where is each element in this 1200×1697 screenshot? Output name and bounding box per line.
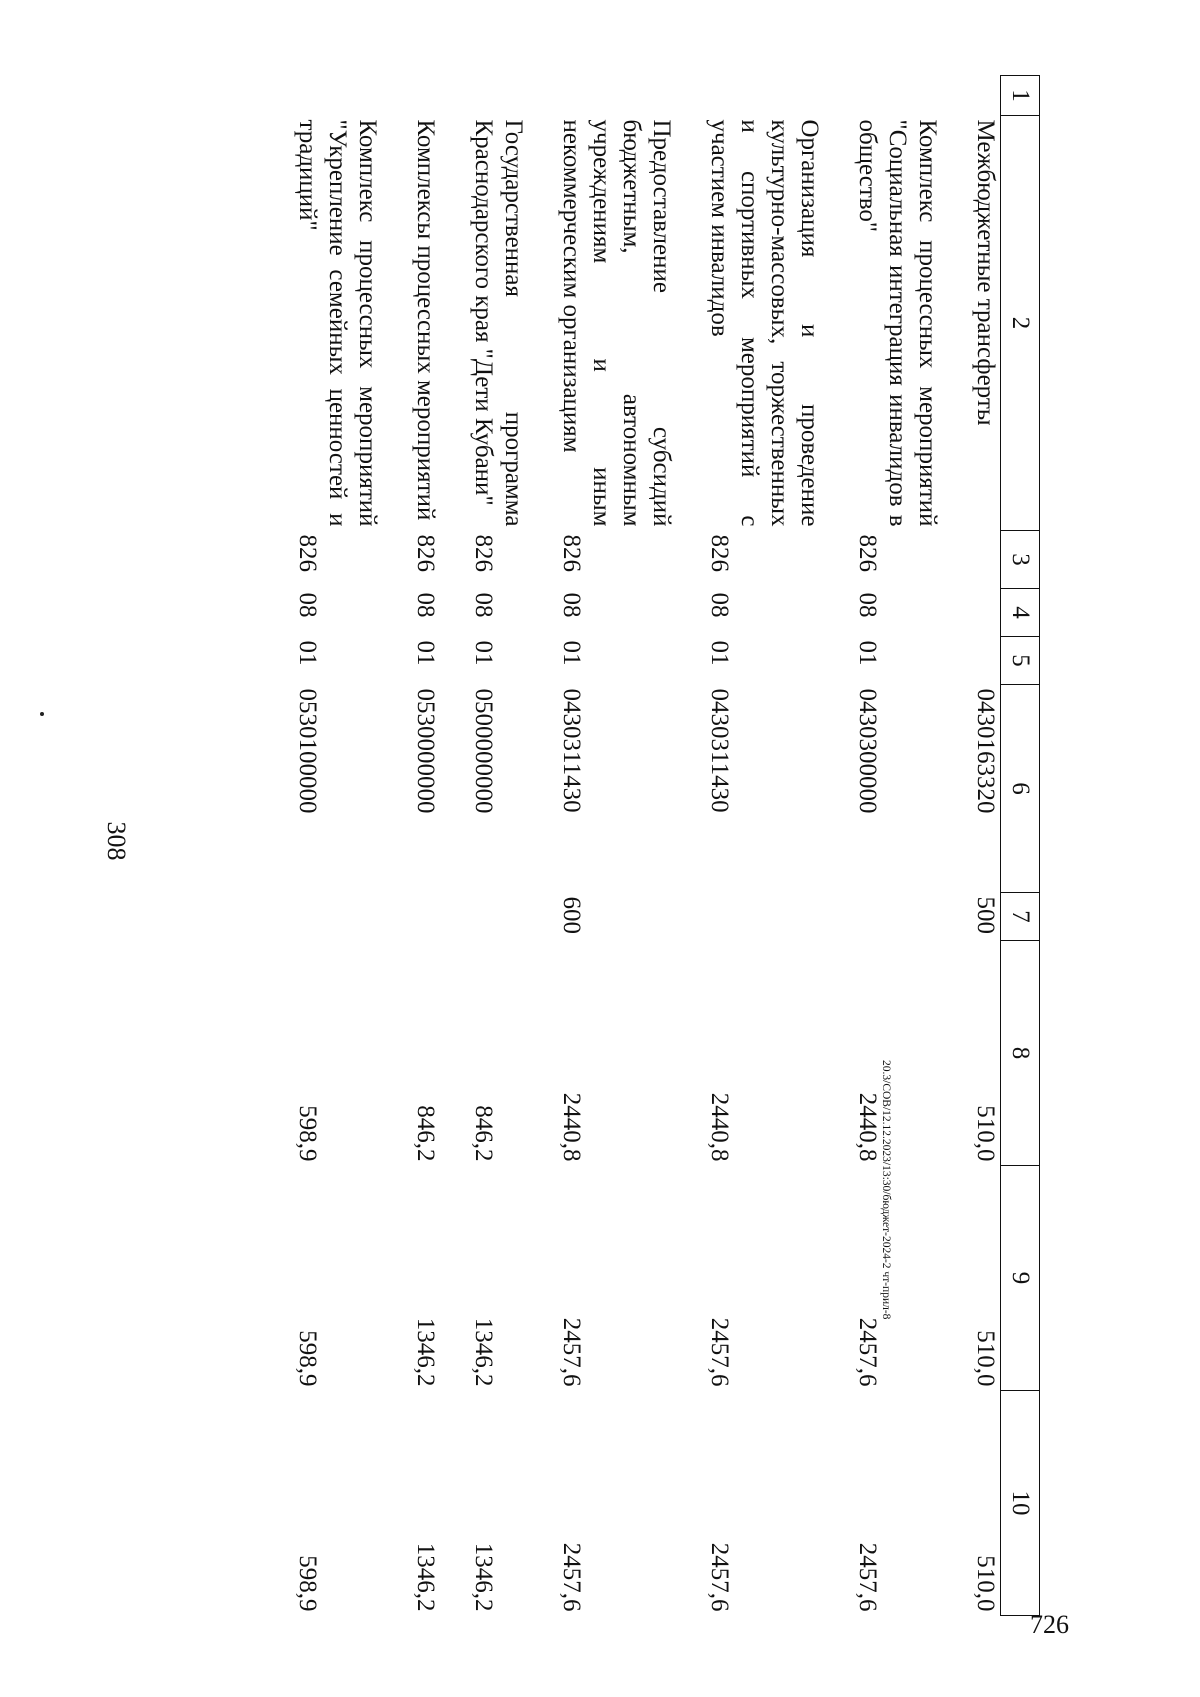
table-row [846, 76, 942, 1616]
cell-amount-col8: 2440,8 [854, 1092, 881, 1162]
footer-code: 20.3/СОВ/12.12.2023/13:30/бюджет-2024-2 чт-прил-8 [880, 1060, 892, 1320]
table-body [286, 76, 1001, 1616]
table-row [964, 76, 1001, 1616]
cell-rz: 08 [706, 592, 733, 618]
header-cell: 2 [1001, 116, 1040, 531]
cell-ved: 826 [706, 534, 733, 572]
header-cell: 9 [1001, 1166, 1040, 1391]
row-name: Комплекс процессных мероприятий "Укрепление семейных ценностей и традиций" [294, 119, 381, 527]
header-cell: 8 [1001, 941, 1040, 1166]
table-row [698, 76, 824, 1616]
cell-csr: 0430163320 [972, 688, 999, 814]
cell-amount-col10: 2457,6 [558, 1542, 585, 1612]
header-cell: 6 [1001, 685, 1040, 893]
cell-amount-col9: 2457,6 [854, 1317, 881, 1387]
cell-rz: 08 [854, 592, 881, 618]
row-spacer [440, 76, 462, 1616]
cell-csr: 0430311430 [706, 688, 733, 813]
row-spacer [382, 76, 404, 1616]
cell-csr: 0430311430 [558, 688, 585, 813]
cell-col1 [286, 76, 382, 116]
cell-rz: 08 [470, 592, 497, 618]
cell-pr: 01 [854, 640, 881, 666]
cell-amount-col10: 2457,6 [854, 1542, 881, 1612]
cell-amount-col9: 2457,6 [558, 1317, 585, 1387]
cell-amount-col9: 598,9 [294, 1330, 321, 1387]
cell-csr: 0530100000 [294, 688, 321, 814]
header-cell: 10 [1001, 1391, 1040, 1616]
header-cell: 1 [1001, 76, 1040, 116]
row-spacer [528, 76, 550, 1616]
cell-amount-col10: 2457,6 [706, 1542, 733, 1612]
cell-pr: 01 [470, 640, 497, 666]
table-header [1001, 76, 1040, 1616]
cell-amount-col9: 1346,2 [412, 1317, 439, 1387]
cell-rz: 08 [412, 592, 439, 618]
row-spacer [942, 76, 964, 1616]
cell-ved: 826 [294, 534, 321, 572]
rotated-budget-table-container [170, 75, 1040, 1615]
cell-vr [286, 893, 382, 941]
cell-rz [964, 589, 1001, 637]
cell-vr: 600 [558, 896, 585, 934]
row-name: Организация и проведение культурно-массовых, торжественных и спортивных мероприятий с участием инвалидов [706, 119, 823, 527]
cell-col1 [550, 76, 676, 116]
cell-amount-col8: 510,0 [972, 1105, 999, 1162]
cell-col1 [404, 76, 440, 116]
budget-table [286, 75, 1040, 1616]
cell-csr: 0530000000 [412, 688, 439, 814]
cell-vr: 500 [972, 896, 999, 934]
cell-amount-col9: 510,0 [972, 1330, 999, 1387]
cell-ved: 826 [558, 534, 585, 572]
cell-amount-col8: 846,2 [412, 1105, 439, 1162]
cell-ved: 826 [412, 534, 439, 572]
header-cell: 5 [1001, 637, 1040, 685]
cell-pr: 01 [558, 640, 585, 666]
cell-amount-col10: 598,9 [294, 1555, 321, 1612]
row-spacer [676, 76, 698, 1616]
cell-pr: 01 [294, 640, 321, 666]
cell-csr: 0500000000 [470, 688, 497, 814]
cell-amount-col8: 846,2 [470, 1105, 497, 1162]
cell-amount-col10: 1346,2 [412, 1542, 439, 1612]
corner-page-number: 726 [1030, 1610, 1069, 1639]
table-row [404, 76, 440, 1616]
row-name: Межбюджетные трансферты [972, 119, 999, 426]
cell-col1 [462, 76, 528, 116]
row-name: Предоставление субсидий бюджетным, автономным учреждениям и иным некоммерческим организациям [558, 119, 675, 527]
cell-amount-col8: 598,9 [294, 1105, 321, 1162]
cell-pr [964, 637, 1001, 685]
cell-amount-col9: 2457,6 [706, 1317, 733, 1387]
cell-col1 [698, 76, 824, 116]
cell-ved: 826 [470, 534, 497, 572]
cell-rz: 08 [294, 592, 321, 618]
row-name: Государственная программа Краснодарского края "Дети Кубани" [470, 119, 527, 527]
cell-rz: 08 [558, 592, 585, 618]
header-cell: 3 [1001, 531, 1040, 589]
row-name: Комплекс процессных мероприятий "Социальная интеграция инвалидов в общество" [854, 119, 941, 527]
cell-amount-col8: 2440,8 [706, 1092, 733, 1162]
table-row [286, 76, 382, 1616]
table-row [462, 76, 528, 1616]
cell-amount-col10: 1346,2 [470, 1542, 497, 1612]
cell-ved [964, 531, 1001, 589]
cell-vr [698, 893, 824, 941]
page-number: 308 [102, 821, 131, 861]
scan-dot [40, 712, 44, 716]
row-spacer [824, 76, 846, 1616]
table-row [550, 76, 676, 1616]
cell-amount-col9: 1346,2 [470, 1317, 497, 1387]
row-name: Комплексы процессных мероприятий [412, 119, 439, 521]
cell-vr [462, 893, 528, 941]
header-cell: 7 [1001, 893, 1040, 941]
cell-csr: 0430300000 [854, 688, 881, 814]
cell-pr: 01 [412, 640, 439, 666]
cell-vr [846, 893, 942, 941]
cell-col1 [964, 76, 1001, 116]
header-cell: 4 [1001, 589, 1040, 637]
cell-amount-col10: 510,0 [972, 1555, 999, 1612]
cell-pr: 01 [706, 640, 733, 666]
cell-vr [404, 893, 440, 941]
cell-ved: 826 [854, 534, 881, 572]
cell-amount-col8: 2440,8 [558, 1092, 585, 1162]
cell-col1 [846, 76, 942, 116]
